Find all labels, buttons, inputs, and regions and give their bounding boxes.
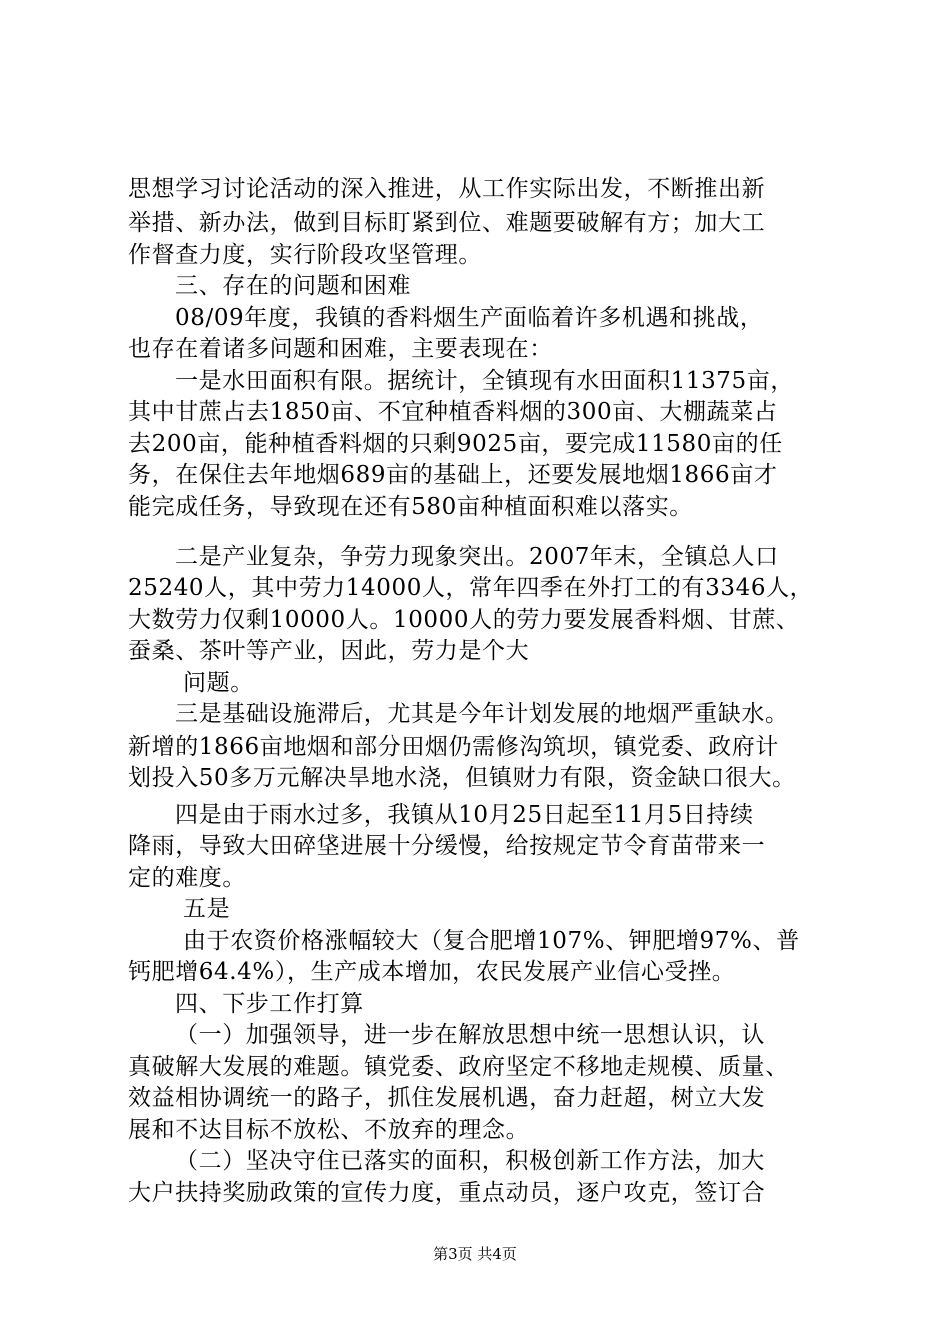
body-line: 举措、新办法，做到目标盯紧到位、难题要破解有方；加大工 <box>128 210 766 236</box>
body-line: 新增的1866亩地烟和部分田烟仍需修沟筑坝，镇党委、政府计 <box>128 734 779 760</box>
body-line: 钙肥增64.4%），生产成本增加，农民发展产业信心受挫。 <box>128 959 736 985</box>
body-line: 大数劳力仅剩10000人。10000人的劳力要发展香料烟、甘蔗、 <box>128 607 800 633</box>
page-number: 第3页 共4页 <box>433 1245 517 1263</box>
body-line: 大户扶持奖励政策的宣传力度，重点动员，逐户攻克，签订合 <box>128 1180 766 1206</box>
body-line: 由于农资价格涨幅较大（复合肥增107%、钾肥增97%、普 <box>183 928 800 954</box>
body-line: 三是基础设施滞后，尤其是今年计划发展的地烟严重缺水。 <box>175 701 789 727</box>
body-line: 能完成任务，导致现在还有580亩种植面积难以落实。 <box>128 494 693 520</box>
section-heading: 三、存在的问题和困难 <box>175 273 411 299</box>
body-line: 思想学习讨论活动的深入推进，从工作实际出发，不断推出新 <box>128 176 766 202</box>
body-line: 二是产业复杂，争劳力现象突出。2007年末，全镇总人口 <box>175 544 779 570</box>
body-line: 真破解大发展的难题。镇党委、政府坚定不移地走规模、质量、 <box>128 1054 789 1080</box>
body-line: 08/09年度，我镇的香料烟生产面临着许多机遇和挑战， <box>175 305 764 331</box>
body-line: 效益相协调统一的路子，抓住发展机遇，奋力赶超，树立大发 <box>128 1085 766 1111</box>
body-line: 划投入50多万元解决旱地水浇，但镇财力有限，资金缺口很大。 <box>128 765 796 791</box>
body-line: 展和不达目标不放松、不放弃的理念。 <box>128 1117 530 1143</box>
body-line: 其中甘蔗占去1850亩、不宜种植香料烟的300亩、大棚蔬菜占 <box>128 399 778 425</box>
body-line: 25240人，其中劳力14000人，常年四季在外打工的有3346人， <box>128 575 814 601</box>
body-line: 五是 <box>183 896 231 922</box>
body-line: 蚕桑、茶叶等产业，因此，劳力是个大 <box>128 638 530 664</box>
body-line: 务，在保住去年地烟689亩的基础上，还要发展地烟1866亩才 <box>128 462 778 488</box>
body-line: （二）坚决守住已落实的面积，积极创新工作方法，加大 <box>175 1148 765 1174</box>
body-line: 去200亩，能种植香料烟的只剩9025亩，要完成11580亩的任 <box>128 431 783 457</box>
body-line: 作督查力度，实行阶段攻坚管理。 <box>128 242 482 268</box>
body-line: 定的难度。 <box>128 865 246 891</box>
body-line: 也存在着诸多问题和困难，主要表现在： <box>128 336 553 362</box>
body-line: 降雨，导致大田碎垡进展十分缓慢，给按规定节令育苗带来一 <box>128 833 766 859</box>
body-line: 一是水田面积有限。据统计，全镇现有水田面积11375亩， <box>175 368 794 394</box>
section-heading: 四、下步工作打算 <box>175 991 364 1017</box>
body-line: （一）加强领导，进一步在解放思想中统一思想认识，认 <box>175 1022 765 1048</box>
body-line: 问题。 <box>183 670 254 696</box>
body-line: 四是由于雨水过多，我镇从10月25日起至11月5日持续 <box>175 802 754 828</box>
